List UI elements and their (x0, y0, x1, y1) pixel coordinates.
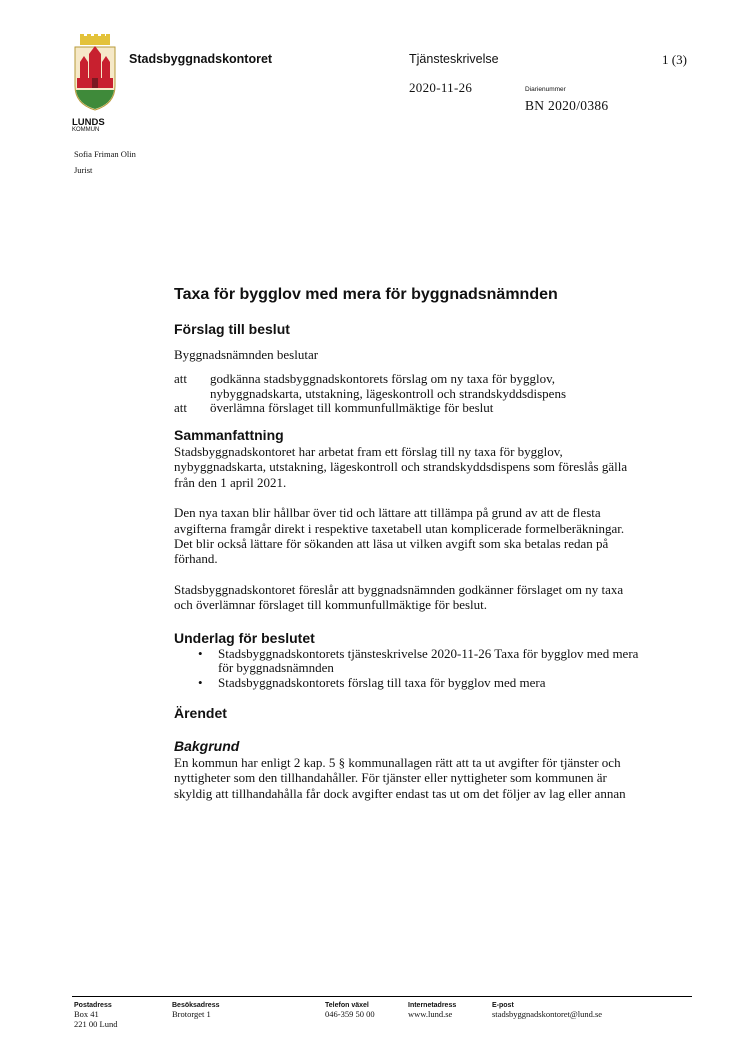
footer-value: Brotorget 1 (172, 1009, 211, 1019)
logo-text-line2: KOMMUN (72, 127, 100, 133)
footer-besoksadress (172, 1001, 219, 1020)
footer-label: Postadress (74, 1002, 112, 1009)
background-subheading: Bakgrund (174, 738, 240, 755)
main-content (174, 282, 644, 801)
background-text: En kommun har enligt 2 kap. 5 § kommunallagen rätt att ta ut avgifter för tjänster och nyttigheter som den tillhandahåller. För tjänster eller nyttigheter som kommunen är skyldig att tillhandahålla får dock avgifter endast tas ut om det följer av lag eller annan (174, 755, 626, 801)
footer-epost (492, 1001, 602, 1020)
matter-heading: Ärendet (174, 705, 227, 722)
document-type: Tjänsteskrivelse (409, 52, 499, 66)
author-name: Sofia Friman Olin (74, 149, 136, 159)
summary-heading: Sammanfattning (174, 426, 284, 443)
footer-value: 221 00 Lund (74, 1018, 118, 1029)
footer-divider (72, 996, 692, 997)
footer-label: E-post (492, 1002, 514, 1009)
document-date: 2020-11-26 (409, 80, 473, 95)
page-number: 1 (3) (662, 52, 687, 67)
basis-list-item: • Stadsbyggnadskontorets förslag till taxa för bygglov med mera (174, 676, 644, 691)
footer-telefon (325, 1001, 375, 1020)
diarie-label: Diarienummer (525, 86, 566, 93)
footer-value: 046-359 50 00 (325, 1009, 375, 1019)
diarie-number: BN 2020/0386 (525, 98, 609, 113)
proposal-item-text: överlämna förslaget till kommunfullmäktige för beslut (210, 400, 494, 416)
footer-label: Internetadress (408, 1002, 457, 1009)
proposal-intro: Byggnadsnämnden beslutar (174, 347, 319, 362)
footer-value: stadsbyggnadskontoret@lund.se (492, 1009, 603, 1019)
basis-heading: Underlag för beslutet (174, 629, 315, 646)
proposal-item-text: godkänna stadsbyggnadskontorets förslag om ny taxa för bygglov, nybyggnadskarta, utstakning, lägeskontroll och strandskyddsdispens (210, 371, 567, 401)
proposal-heading: Förslag till beslut (174, 321, 290, 337)
logo-text-line1: LUNDS (72, 117, 105, 128)
summary-paragraph: Stadsbyggnadskontoret har arbetat fram ett förslag till ny taxa för bygglov, nybyggnadskarta, utstakning, lägeskontroll och strandskyddsdispens som föreslås gälla från den 1 april 2021. (174, 443, 628, 490)
footer-value: Box 41 (74, 1009, 99, 1019)
coat-of-arms-icon (72, 34, 118, 112)
basis-list-item: • Stadsbyggnadskontorets tjänsteskrivelse 2020-11-26 Taxa för bygglov med mera för byggnadsnämnden (174, 647, 644, 676)
author-block (74, 146, 136, 178)
proposal-item (174, 401, 644, 416)
summary-paragraph: Stadsbyggnadskontoret föreslår att byggnadsnämnden godkänner förslaget om ny taxa och överlämnar förslaget till kommunfullmäktige för beslut. (174, 581, 624, 613)
proposal-item-keyword: att (174, 371, 187, 387)
proposal-item-keyword: att (174, 400, 187, 416)
footer-postadress (74, 1001, 117, 1029)
footer-internet (408, 1001, 456, 1020)
proposal-item (174, 372, 644, 401)
department-name: Stadsbyggnadskontoret (129, 52, 273, 66)
document-title: Taxa för bygglov med mera för byggnadsnämnden (174, 286, 558, 303)
footer-value: www.lund.se (408, 1009, 453, 1019)
summary-paragraph: Den nya taxan blir hållbar över tid och lättare att tillämpa på grund av att de flesta avgifterna framgår direkt i respektive taxetabell utan komplicerade formelberäkningar. Det blir också lättare för sökanden att läsa ut vilken avgift som ska betalas redan på förhand. (174, 505, 625, 567)
basis-list (174, 647, 644, 691)
proposal-list (174, 372, 644, 416)
author-role: Jurist (74, 165, 93, 175)
footer-label: Besöksadress (172, 1002, 220, 1009)
footer-label: Telefon växel (325, 1002, 369, 1009)
lunds-kommun-logo (72, 34, 118, 133)
